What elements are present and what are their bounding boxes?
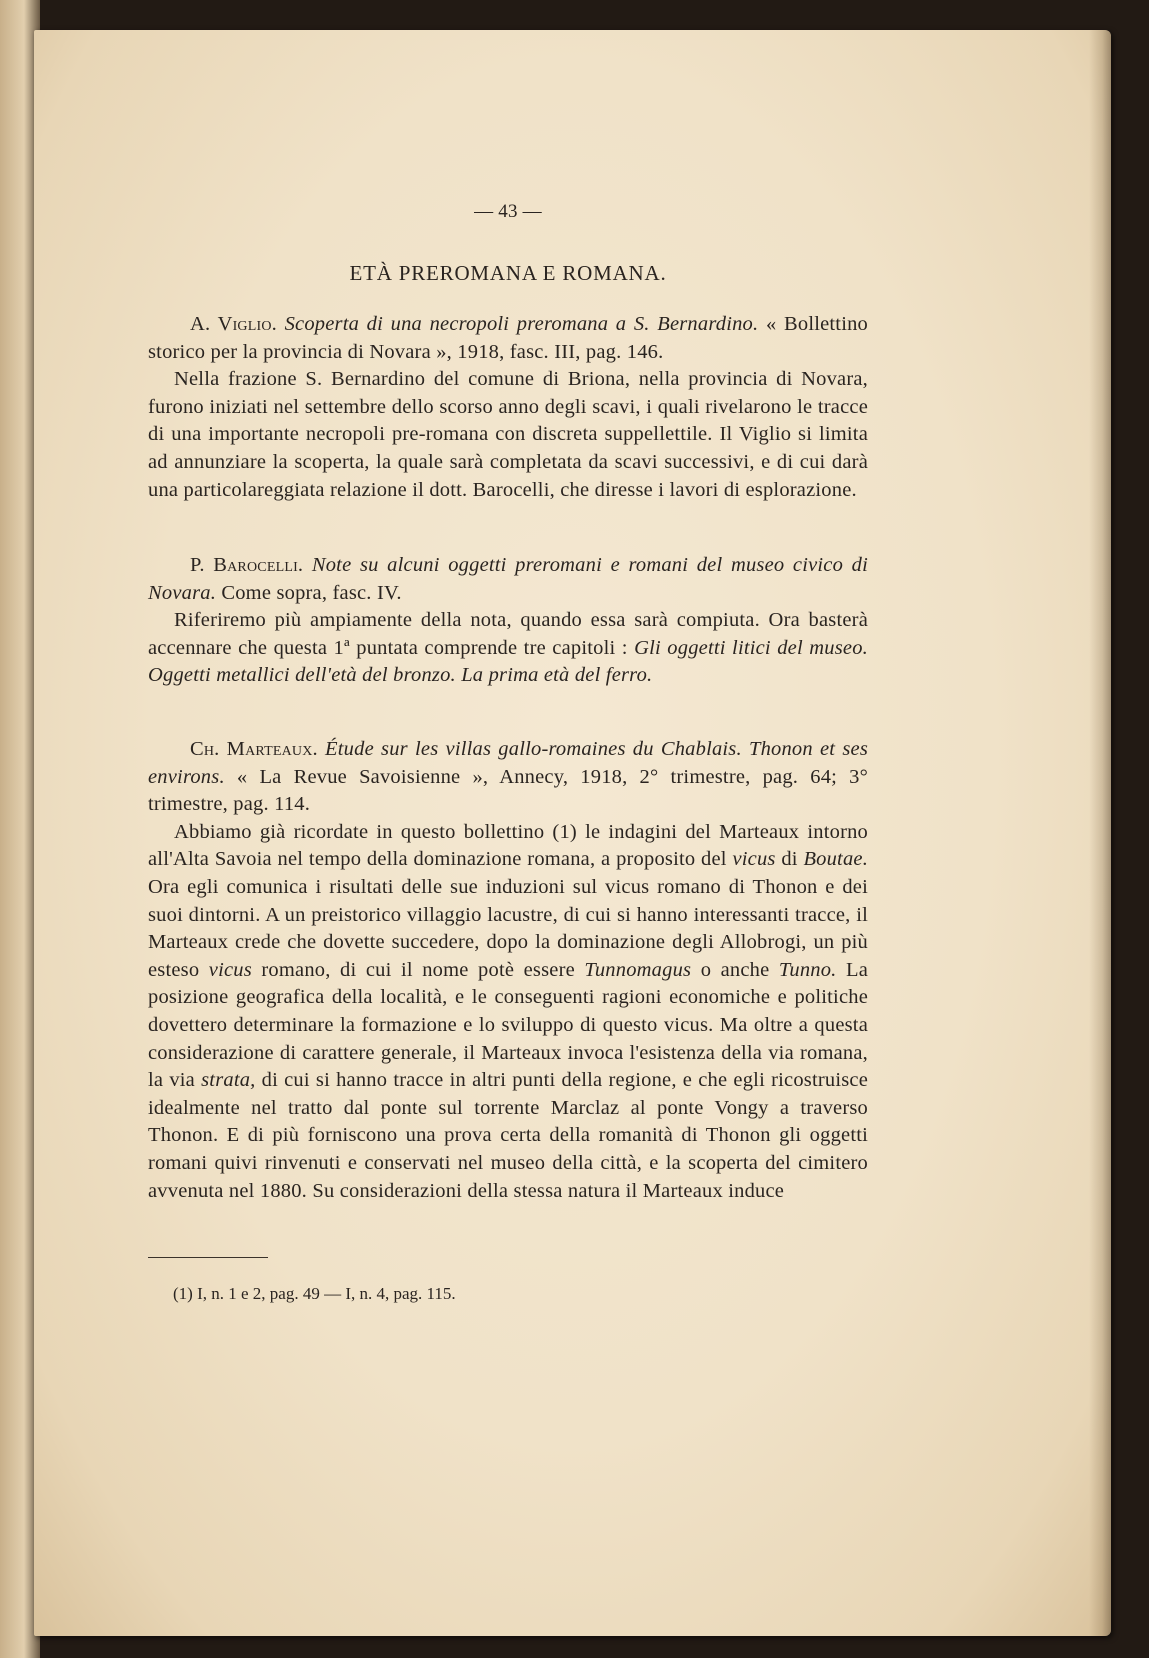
italic-term: Boutae. [803, 848, 869, 871]
entry-source: Come sopra, fasc. IV. [221, 581, 402, 604]
italic-term: Tunno. [778, 958, 837, 981]
entry-body-text: Abbiamo già ricordate in questo bollettino (1) le indagini del Marteaux intorno all'Alta Savoia nel tempo della dominazione romana, a proposito del [148, 820, 868, 871]
entry-body-text: Ora egli comunica i risultati delle sue induzioni sul vicus romano di Thonon e dei suoi dintorni. A un preistorico villaggio lacustre, di cui si hanno interessanti tracce, il Marteaux crede che dovette succedere, dopo la dominazione degli Allobrogi, un più esteso [148, 875, 868, 981]
entry-author: Ch. Marteaux. [190, 738, 318, 760]
entry-body: Nella frazione S. Bernardino del comune di Briona, nella provincia di Novara, furono iniziati nel settembre dello scorso anno degli scavi, i quali rivelarono le tracce di una importante necropoli pre-romana con discreta suppellettile. Il Viglio si limita ad annunziare la scoperta, la quale sarà completata da scavi successivi, e di cui darà una particolareggiata relazione il dott. Barocelli, che diresse i lavori di esplorazione. [148, 368, 868, 501]
entry-viglio [148, 311, 868, 504]
italic-term: vicus [732, 848, 776, 871]
italic-term: strata, [201, 1069, 256, 1092]
entry-body [148, 819, 868, 1205]
entry-body-text: o anche [700, 958, 770, 981]
entry-body-text: La posizione geografica della località, e le conseguenti ragioni economiche e politiche dovettero determinare la formazione e lo sviluppo di questo vicus. Ma oltre a questa considerazione di carattere generale, il Marteaux invoca l'esistenza della via romana, la via [148, 958, 869, 1092]
italic-term: vicus [208, 958, 252, 981]
footnote-rule [148, 1257, 268, 1258]
entry-author: P. Barocelli. [190, 554, 304, 576]
entry-author: A. Viglio. [190, 313, 277, 335]
entry-body-text: Riferiremo più ampiamente della nota, quando essa sarà compiuta. Ora basterà accennare che questa 1ª puntata comprende tre capitoli : [148, 609, 868, 659]
italic-term: Tunnomagus [584, 958, 692, 981]
entry-source: « La Revue Savoisienne », Annecy, 1918, 2° trimestre, pag. 64; 3° trimestre, pag. 114. [148, 765, 868, 816]
chapter-title: Gli oggetti litici del museo. [634, 636, 868, 659]
entry-title: Scoperta di una necropoli preromana a S. Bernardino. [284, 313, 759, 335]
entry-body-text: di [781, 848, 798, 871]
entry-body-text: di cui si hanno tracce in altri punti della regione, e che egli ricostruisce idealmente nel tratto dal ponte sul torrente Marclaz al ponte Vongy a traverso Thonon. E di più forniscono una prova certa della romanità di Thonon gli oggetti romani quivi rinvenuti e conservati nel museo della città, e la scoperta del cimitero avvenuta nel 1880. Su considerazioni della stessa natura il Marteaux induce [148, 1069, 868, 1202]
chapter-title: Oggetti metallici dell'età del bronzo. [148, 664, 456, 687]
entry-title: Note su alcuni oggetti preromani e romani del museo civico di Novara. [148, 554, 868, 604]
entry-citation [148, 311, 868, 366]
section-title: ETÀ PREROMANA E ROMANA. [349, 261, 667, 285]
entry-barocelli [148, 552, 868, 690]
page-number: — 43 — [474, 201, 542, 222]
footnote: (1) I, n. 1 e 2, pag. 49 — I, n. 4, pag. 115. [173, 1284, 456, 1303]
entry-citation [148, 552, 868, 607]
entry-source: « Bollettino storico per la provincia di Novara », 1918, fasc. III, pag. 146. [148, 313, 868, 363]
chapter-title: La prima età del ferro. [461, 664, 653, 687]
entry-citation [148, 736, 868, 819]
entry-marteaux [148, 736, 868, 1205]
book-page [34, 30, 1111, 1636]
entry-body-text: romano, di cui il nome potè essere [261, 958, 575, 981]
page-fore-edge [1089, 30, 1111, 1636]
entry-title: Étude sur les villas gallo-romaines du Chablais. Thonon et ses environs. [148, 738, 869, 788]
entry-body [148, 607, 868, 690]
